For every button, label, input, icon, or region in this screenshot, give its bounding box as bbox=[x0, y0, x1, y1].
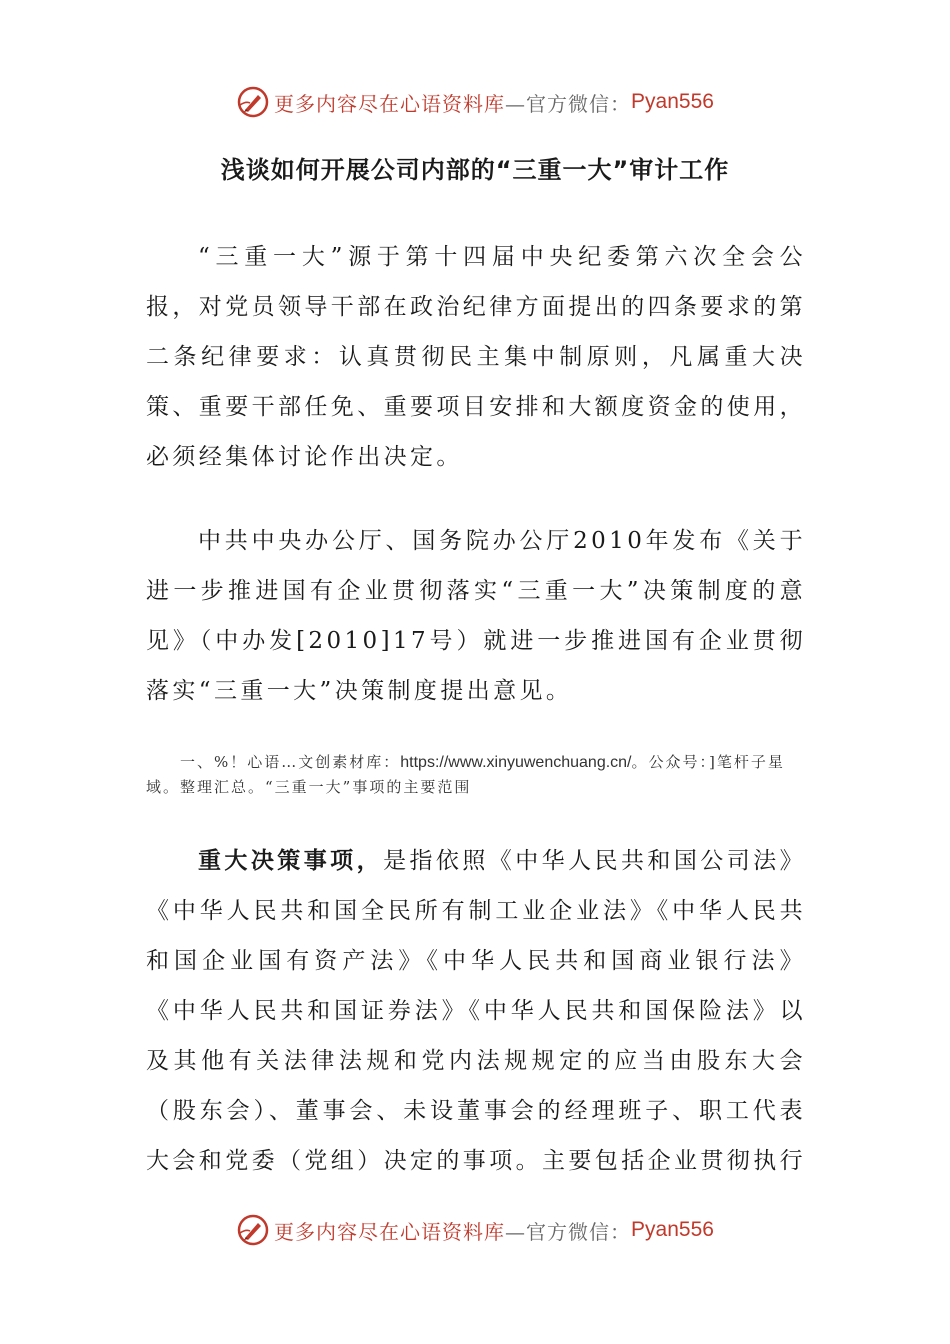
page-title: 浅谈如何开展公司内部的“三重一大”审计工作 bbox=[220, 156, 730, 184]
banner-brand: 更多内容尽在心语资料库 bbox=[274, 91, 506, 116]
paragraph-policy: 中共中央办公厅、国务院办公厅2010年发布《关于进一步推进国有企业贯彻落实“三重一大”决策制度的意见》（中办发[2010]17号）就进一步推进国有企业贯彻落实“三重一大”决策制度提出意见。 bbox=[146, 528, 806, 704]
banner-official-label: —官方微信： bbox=[505, 91, 632, 116]
paragraph-major-decisions-body: 是指依照《中华人民共和国公司法》《中华人民共和国全民所有制工业企业法》《中华人民共和国企业国有资产法》《中华人民共和国商业银行法》《中华人民共和国证券法》《中华人民共和国保险法》以及其他有关法律法规和党内法规规定的应当由股东大会（股东会）、董事会、未设董事会的经理班子、职工代表大会和党委（党组）决定的事项。主要包括企业贯彻执行 bbox=[146, 848, 806, 1174]
banner-wechat-id: Pyan556 bbox=[631, 90, 714, 113]
banner-official-label: —官方微信： bbox=[505, 1219, 632, 1244]
banner-wechat-id: Pyan556 bbox=[631, 1218, 714, 1241]
note-suffix: 。公众号：]笔杆子星域。整理汇总。“三重一大”事项的主要范围 bbox=[146, 753, 785, 796]
pen-logo-icon bbox=[236, 1213, 270, 1247]
note-prefix: 一、%！心语…文创素材库： bbox=[180, 753, 401, 771]
note-url: https://www.xinyuwenchuang.cn/ bbox=[400, 754, 632, 771]
section-heading-note bbox=[146, 750, 806, 800]
pen-logo-icon bbox=[236, 85, 270, 119]
header-banner bbox=[0, 80, 950, 124]
footer-banner bbox=[0, 1208, 950, 1252]
banner-brand: 更多内容尽在心语资料库 bbox=[274, 1219, 506, 1244]
section-lead: 重大决策事项， bbox=[198, 848, 384, 874]
paragraph-origin: “三重一大”源于第十四届中央纪委第六次全会公报，对党员领导干部在政治纪律方面提出的四条要求的第二条纪律要求：认真贯彻民主集中制原则，凡属重大决策、重要干部任免、重要项目安排和大额度资金的使用，必须经集体讨论作出决定。 bbox=[146, 244, 806, 470]
paragraph-major-decisions bbox=[146, 836, 806, 1186]
